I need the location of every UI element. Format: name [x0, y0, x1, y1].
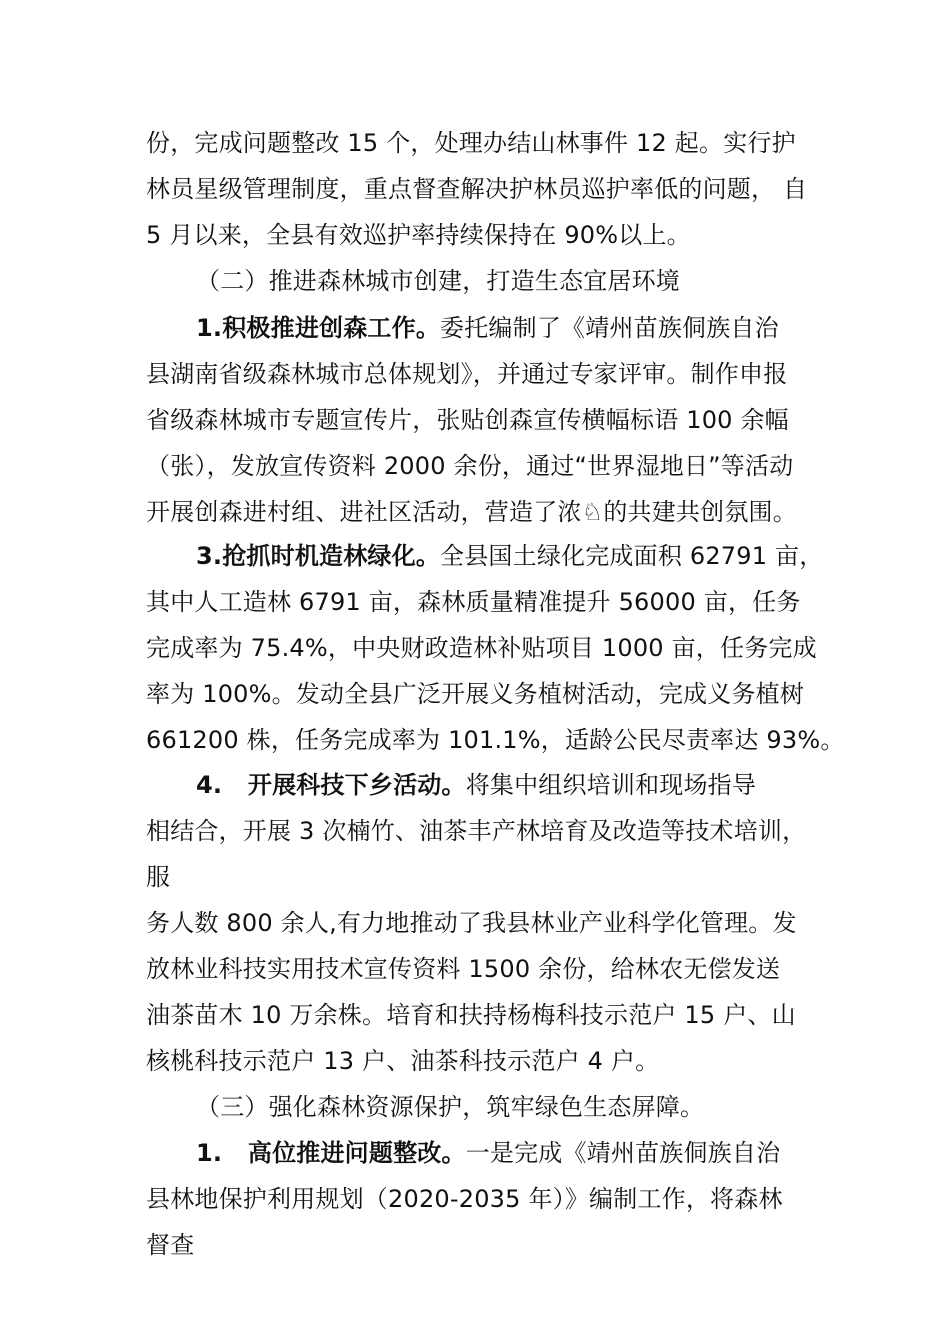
- text-line: 务人数 800 余人,有力地推动了我县林业产业科学化管理。发: [146, 909, 797, 937]
- text-line: 5 月以来，全县有效巡护率持续保持在 90%以上。: [146, 221, 691, 249]
- text-line: 省级森林城市专题宣传片，张贴创森宣传横幅标语 100 余幅: [146, 406, 789, 434]
- text-line: 服: [146, 863, 171, 891]
- text-line: 将集中组织培训和现场指导: [465, 771, 757, 799]
- paragraph-heading: 1.积极推进创森工作。: [196, 314, 441, 342]
- paragraph-heading: 3.抢抓时机造林绿化。: [196, 542, 441, 570]
- text-line: 放林业科技实用技术宣传资料 1500 余份，给林农无偿发送: [146, 955, 781, 983]
- text-line: 县林地保护利用规划（2020-2035 年）》编制工作，将森林: [146, 1185, 783, 1213]
- section-heading: （二）推进森林城市创建，打造生态宜居环境: [196, 267, 680, 295]
- text-line: 核桃科技示范户 13 户、油茶科技示范户 4 户。: [146, 1047, 660, 1075]
- text-line: 县湖南省级森林城市总体规划》，并通过专家评审。制作申报: [146, 360, 788, 388]
- text-line: 一是完成《靖州苗族侗族自治: [465, 1139, 781, 1167]
- paragraph-heading: 4. 开展科技下乡活动。: [196, 771, 466, 799]
- paragraph-first-line: [196, 313, 779, 343]
- text-line: 661200 株，任务完成率为 101.1%，适龄公民尽责率达 93%。: [146, 726, 845, 754]
- paragraph-first-line: [196, 541, 823, 571]
- text-line: 全县国土绿化完成面积 62791 亩，: [440, 542, 824, 570]
- text-line: 开展创森进村组、进社区活动，营造了浓♘的共建共创氛围。: [146, 498, 797, 526]
- text-line: 林员星级管理制度，重点督查解决护林员巡护率低的问题， 自: [146, 175, 808, 203]
- text-line: 委托编制了《靖州苗族侗族自治: [440, 314, 779, 342]
- text-line: 率为 100%。发动全县广泛开展义务植树活动，完成义务植树: [146, 680, 805, 708]
- section-heading: （三）强化森林资源保护，筑牢绿色生态屏障。: [196, 1093, 705, 1121]
- text-line: 相结合，开展 3 次楠竹、油茶丰产林培育及改造等技术培训，: [146, 817, 807, 845]
- paragraph-heading: 1. 高位推进问题整改。: [196, 1139, 466, 1167]
- text-line: 其中人工造林 6791 亩，森林质量精准提升 56000 亩，任务: [146, 588, 801, 616]
- text-line: 份，完成问题整改 15 个，处理办结山林事件 12 起。实行护: [146, 129, 796, 157]
- paragraph-first-line: [196, 770, 756, 800]
- text-line: 完成率为 75.4%，中央财政造林补贴项目 1000 亩，任务完成: [146, 634, 817, 662]
- text-line: 督查: [146, 1231, 195, 1259]
- paragraph-first-line: [196, 1138, 780, 1168]
- text-line: 油茶苗木 10 万余株。培育和扶持杨梅科技示范户 15 户、山: [146, 1001, 796, 1029]
- text-line: （张），发放宣传资料 2000 余份，通过“世界湿地日”等活动: [146, 452, 794, 480]
